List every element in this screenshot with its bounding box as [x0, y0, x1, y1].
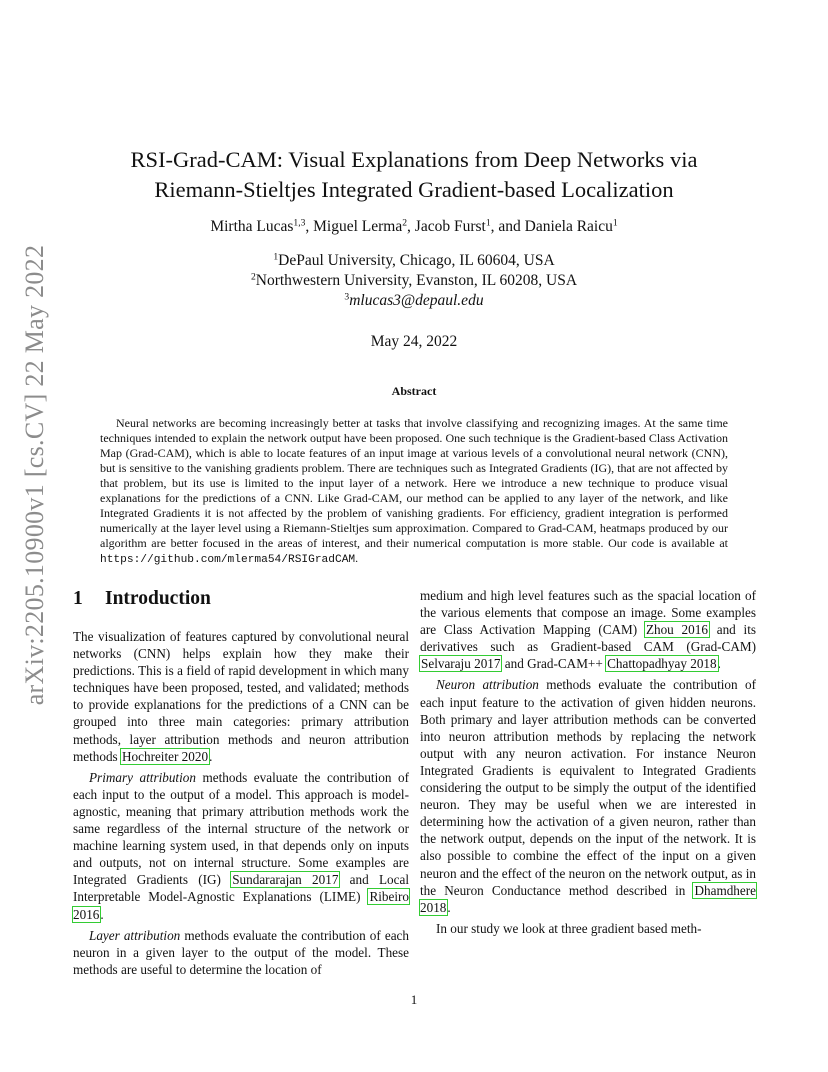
paragraph-text: medium and high level features such as the spacial location of the various elements that compose an image. Some examples are Class Activation Mapping (CAM): [420, 588, 756, 638]
affil-mark: 2: [250, 271, 256, 283]
paragraph: [73, 769, 409, 923]
affil-text: DePaul University, Chicago, IL 60604, USA: [278, 252, 555, 269]
code-link[interactable]: https://github.com/mlerma54/RSIGradCAM: [100, 554, 356, 566]
left-column: [73, 587, 409, 978]
citation-link[interactable]: Hochreiter 2020: [122, 748, 209, 764]
paragraph-text: .: [717, 656, 721, 672]
affiliation-2: [100, 271, 728, 291]
paragraph-split: [73, 927, 409, 978]
affiliation-3-email: [100, 291, 728, 311]
paragraph-text: .: [100, 906, 104, 922]
paragraph-text: methods evaluate the contribution of each input feature to the activation of given hidden neurons. Both primary and layer attribution methods can be converted into neuron attribution methods by replacing the network output with any neuron activation. For instance Neuron Integrated Gradients is equivalent to Integrated Gradients considering the output to be simply the output of the identified neuron. They may be useful when we are interested in determining how the activation of a given neuron, rather than the network output, depends on the input of the network. It is also possible to combine the effect of the input on a given neuron and the effect of the neuron on the network output, as in the Neuron Conductance method described in: [420, 677, 756, 898]
paper-date: May 24, 2022: [370, 333, 458, 350]
paragraph-text: and its derivatives such as Gradient-based CAM (Grad-CAM): [420, 622, 756, 655]
author-name: , Miguel Lerma: [305, 218, 403, 235]
section-title: Introduction: [105, 588, 211, 609]
citation-link[interactable]: Zhou 2016: [645, 622, 708, 638]
citation-link[interactable]: Dhamdhere 2018: [420, 882, 756, 915]
abstract-text: Neural networks are becoming increasingly better at tasks that involve classifying and recognizing images. At the same time techniques intended to explain the network output have been proposed. One such technique is the Gradient-based Class Activation Map (Grad-CAM), which is able to locate features of an input image at various levels of a convolutional neural network (CNN), but is sensitive to the vanishing gradients problem. There are techniques such as Integrated Gradients (IG), that are not affected by that problem, but its use is limited to the input layer of a network. Here we introduce a new technique to produce visual explanations for the predictions of a CNN. Like Grad-CAM, our method can be applied to any layer of the network, and like Integrated Gradients it is not affected by the problem of vanishing gradients. For efficiency, gradient integration is performed numerically at the layer level using a Riemann-Stieltjes sum approximation. Compared to Grad-CAM, heatmaps produced by our algorithm are better focused in the areas of interest, and their numerical computation is more stable. Our code is available at: [100, 416, 728, 550]
author-name: Mirtha Lucas: [210, 218, 294, 235]
affiliation-list: [100, 251, 728, 311]
emphasis-term: Primary attribution: [89, 769, 196, 785]
affil-text: Northwestern University, Evanston, IL 60208, USA: [255, 272, 578, 289]
author-name: , and Daniela Raicu: [490, 218, 613, 235]
citation-link[interactable]: Chattopadhyay 2018: [607, 656, 717, 672]
paragraph-text: .: [447, 899, 451, 915]
paragraph: In our study we look at three gradient based meth-: [436, 920, 702, 936]
page-number: 1: [410, 992, 418, 1007]
author-email: mlucas3@depaul.edu: [349, 292, 484, 309]
paragraph-text: and Grad-CAM++: [501, 656, 607, 672]
paragraph-text: The visualization of features captured by convolutional neural networks (CNN) helps explain how they make their predictions. This is a field of rapid development in which many techniques have been proposed, tested, and validated; methods to provide explanations for the predictions of a CNN can be grouped into three main categories: primary attribution methods, layer attribution methods and neuron attribution methods: [73, 629, 409, 764]
affiliation-1: [100, 251, 728, 271]
author-affil-mark: 1,3: [293, 217, 306, 229]
title-line-2: Riemann-Stieltjes Integrated Gradient-based Localization: [154, 177, 674, 202]
author-affil-mark: 1: [612, 217, 618, 229]
section-number: 1: [73, 588, 83, 609]
abstract-end: .: [355, 551, 359, 565]
paragraph-continuation: [420, 587, 756, 672]
author-affil-mark: 2: [402, 217, 408, 229]
paragraph: [420, 676, 756, 915]
paragraph: [73, 628, 409, 765]
arxiv-identifier-text: arXiv:2205.10900v1 [cs.CV] 22 May 2022: [20, 244, 49, 706]
citation-link[interactable]: Sundararajan 2017: [232, 872, 339, 888]
paper-title: [100, 145, 728, 205]
citation-link[interactable]: Selvaraju 2017: [421, 656, 501, 672]
author-affil-mark: 1: [485, 217, 491, 229]
section-heading: [73, 587, 409, 611]
paragraph-text: methods evaluate the contribution of each neuron in a given layer to the output of the model. These methods are useful to determine the location of: [73, 927, 409, 977]
paragraph-text: and Local Interpretable Model-Agnostic Explanations (LIME): [73, 872, 410, 905]
abstract-heading: Abstract: [391, 384, 437, 398]
author-name: , Jacob Furst: [407, 218, 486, 235]
affil-mark: 3: [344, 291, 350, 303]
author-list: [100, 218, 728, 236]
affil-mark: 1: [273, 251, 279, 263]
title-line-1: RSI-Grad-CAM: Visual Explanations from Deep Networks via: [130, 147, 698, 172]
arxiv-identifier: [20, 244, 50, 706]
paragraph-text: .: [209, 748, 213, 764]
abstract-body: [100, 416, 728, 568]
emphasis-term: Layer attribution: [89, 927, 181, 943]
right-column: [420, 587, 756, 937]
citation-link[interactable]: Ribeiro 2016: [73, 889, 409, 922]
emphasis-term: Neuron attribution: [436, 677, 539, 693]
paragraph-text: methods evaluate the contribution of each input to the output of a model. This approach is model-agnostic, meaning that primary attribution methods work the same regardless of the internal structure of the network or machine learning system used, in that depends only on inputs and outputs, not on internal structure. Some examples are Integrated Gradients (IG): [73, 769, 409, 888]
